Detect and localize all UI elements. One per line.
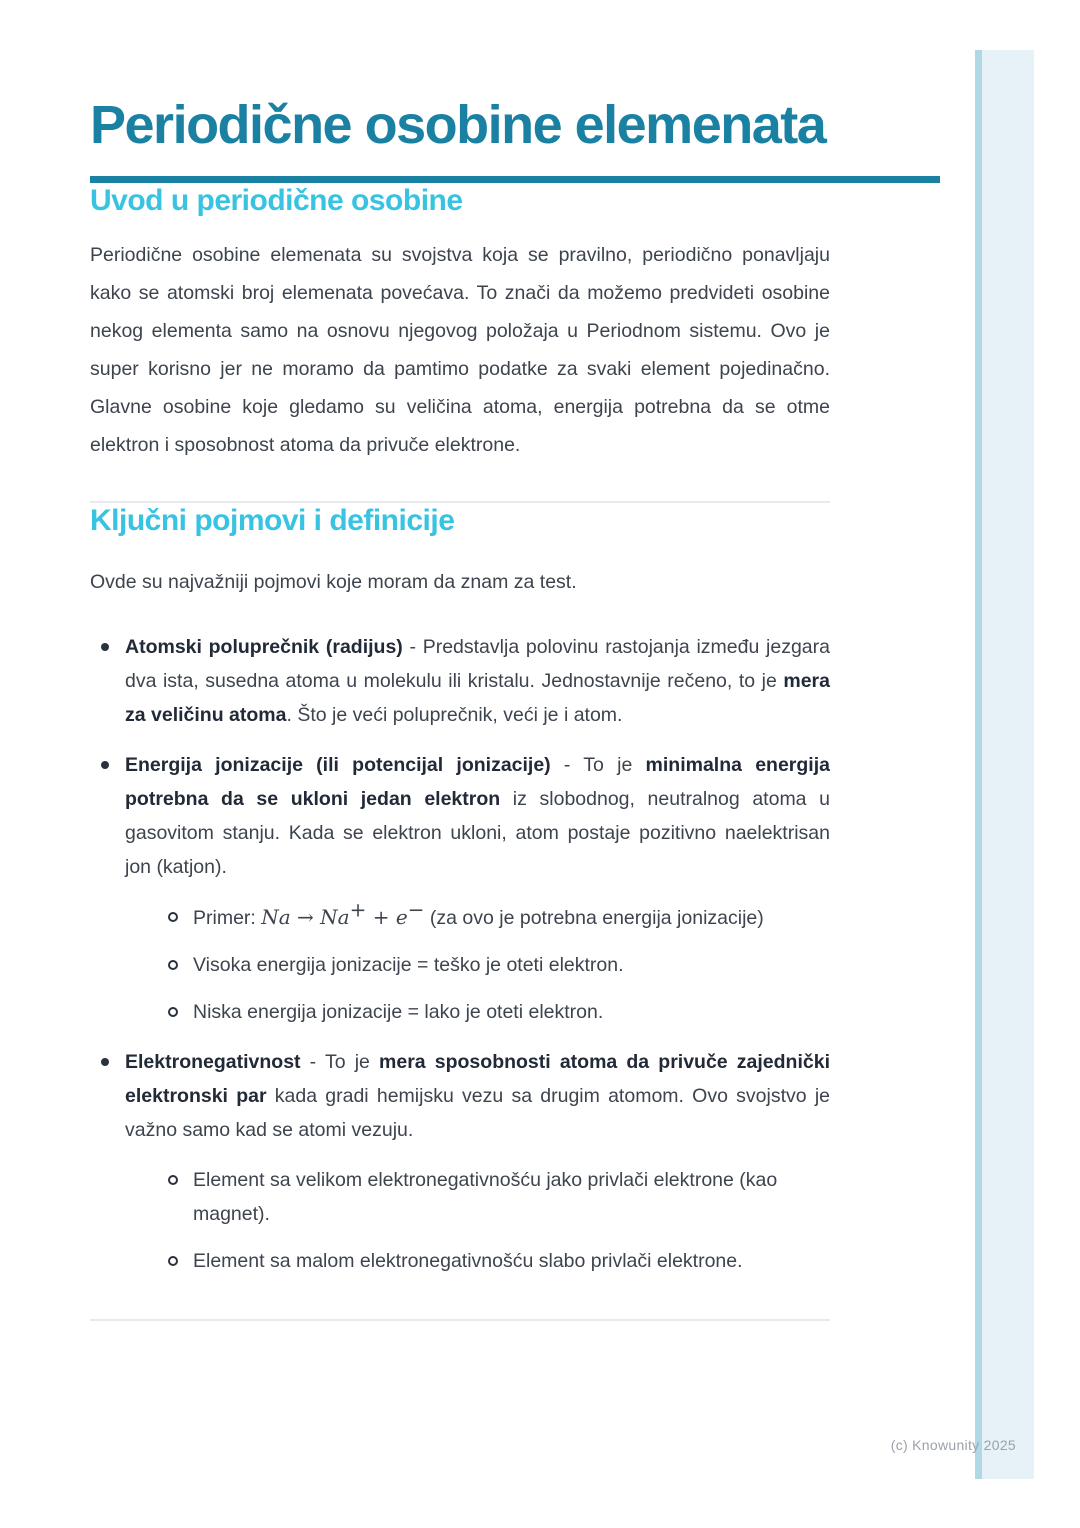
bullet-dot-icon bbox=[101, 643, 109, 651]
sub-list-item-text: Visoka energija jonizacije = teško je oteti elektron. bbox=[193, 954, 624, 976]
intro-paragraph: Periodične osobine elemenata su svojstva koja se pravilno, periodično ponavljaju kako se atomski broj elemenata povećava. To znači da možemo predvideti osobine nekog elementa samo na osnovu njegovog položaja u Periodnom sistemu. Ovo je super korisno jer ne moramo da pamtimo podatke za svaki element pojedinačno. Glavne osobine koje gledamo su veličina atoma, energija potrebna da se otme elektron i sposobnost atoma da privuče elektrone. bbox=[90, 244, 830, 456]
bullet-dot-icon bbox=[101, 1058, 109, 1066]
bullet-dot-icon bbox=[101, 761, 109, 769]
list-item bbox=[90, 1045, 830, 1278]
circle-bullet-icon bbox=[168, 1175, 178, 1185]
sub-list-item bbox=[159, 897, 830, 935]
key-terms-intro: Ovde su najvažniji pojmovi koje moram da znam za test. bbox=[90, 571, 577, 593]
bottom-divider bbox=[90, 1319, 830, 1321]
page-title: Periodične osobine elemenata bbox=[90, 95, 826, 155]
sub-list-item-text: Niska energija jonizacije = lako je oteti elektron. bbox=[193, 1001, 604, 1023]
sub-list-item-text: Element sa malom elektronegativnošću slabo privlači elektrone. bbox=[193, 1250, 743, 1272]
circle-bullet-icon bbox=[168, 960, 178, 970]
page-header bbox=[90, 0, 940, 183]
list-item bbox=[90, 748, 830, 1029]
section-uvod bbox=[90, 183, 940, 464]
sub-list-item bbox=[159, 1244, 830, 1278]
list-item bbox=[90, 630, 830, 732]
circle-bullet-icon bbox=[168, 912, 178, 922]
page-body bbox=[90, 183, 940, 1321]
sub-list-item bbox=[159, 995, 830, 1029]
sub-list bbox=[125, 897, 830, 1029]
list-item-text: Energija jonizacije (ili potencijal jonizacije) - To je minimalna energija potrebna da se ukloni jedan elektron iz slobodnog, neutralnog atoma u gasovitom stanju. Kada se elektron ukloni, atom postaje pozitivno naelektrisan jon (katjon). bbox=[125, 754, 830, 878]
key-terms-list bbox=[90, 630, 830, 1278]
right-accent-bar bbox=[975, 50, 1034, 1479]
list-item-text: Atomski poluprečnik (radijus) - Predstavlja polovinu rastojanja između jezgara dva ista, susedna atoma u molekulu ili kristalu. Jednostavnije rečeno, to je mera za veličinu atoma. Što je veći poluprečnik, veći je i atom. bbox=[125, 636, 830, 726]
title-rule bbox=[90, 176, 940, 183]
copyright-footer: (c) Knowunity 2025 bbox=[890, 1437, 1016, 1453]
list-item-text: Elektronegativnost - To je mera sposobnosti atoma da privuče zajednički elektronski par kada gradi hemijsku vezu sa drugim atomom. Ovo svojstvo je važno samo kad se atomi vezuju. bbox=[125, 1051, 830, 1141]
sub-list-item-text: Element sa velikom elektronegativnošću jako privlači elektrone (kao magnet). bbox=[193, 1169, 778, 1225]
sub-list-item bbox=[159, 948, 830, 982]
section-heading-uvod: Uvod u periodične osobine bbox=[90, 184, 463, 217]
circle-bullet-icon bbox=[168, 1256, 178, 1266]
section-kljucni-pojmovi bbox=[90, 503, 940, 1278]
document-page bbox=[90, 0, 940, 1321]
sub-list-item-text: Primer: Na → Na+ + e− (za ovo je potrebna energija jonizacije) bbox=[193, 897, 764, 929]
circle-bullet-icon bbox=[168, 1007, 178, 1017]
section-heading-kljucni: Ključni pojmovi i definicije bbox=[90, 504, 455, 537]
sub-list-item bbox=[159, 1163, 830, 1231]
sub-list bbox=[125, 1163, 830, 1278]
